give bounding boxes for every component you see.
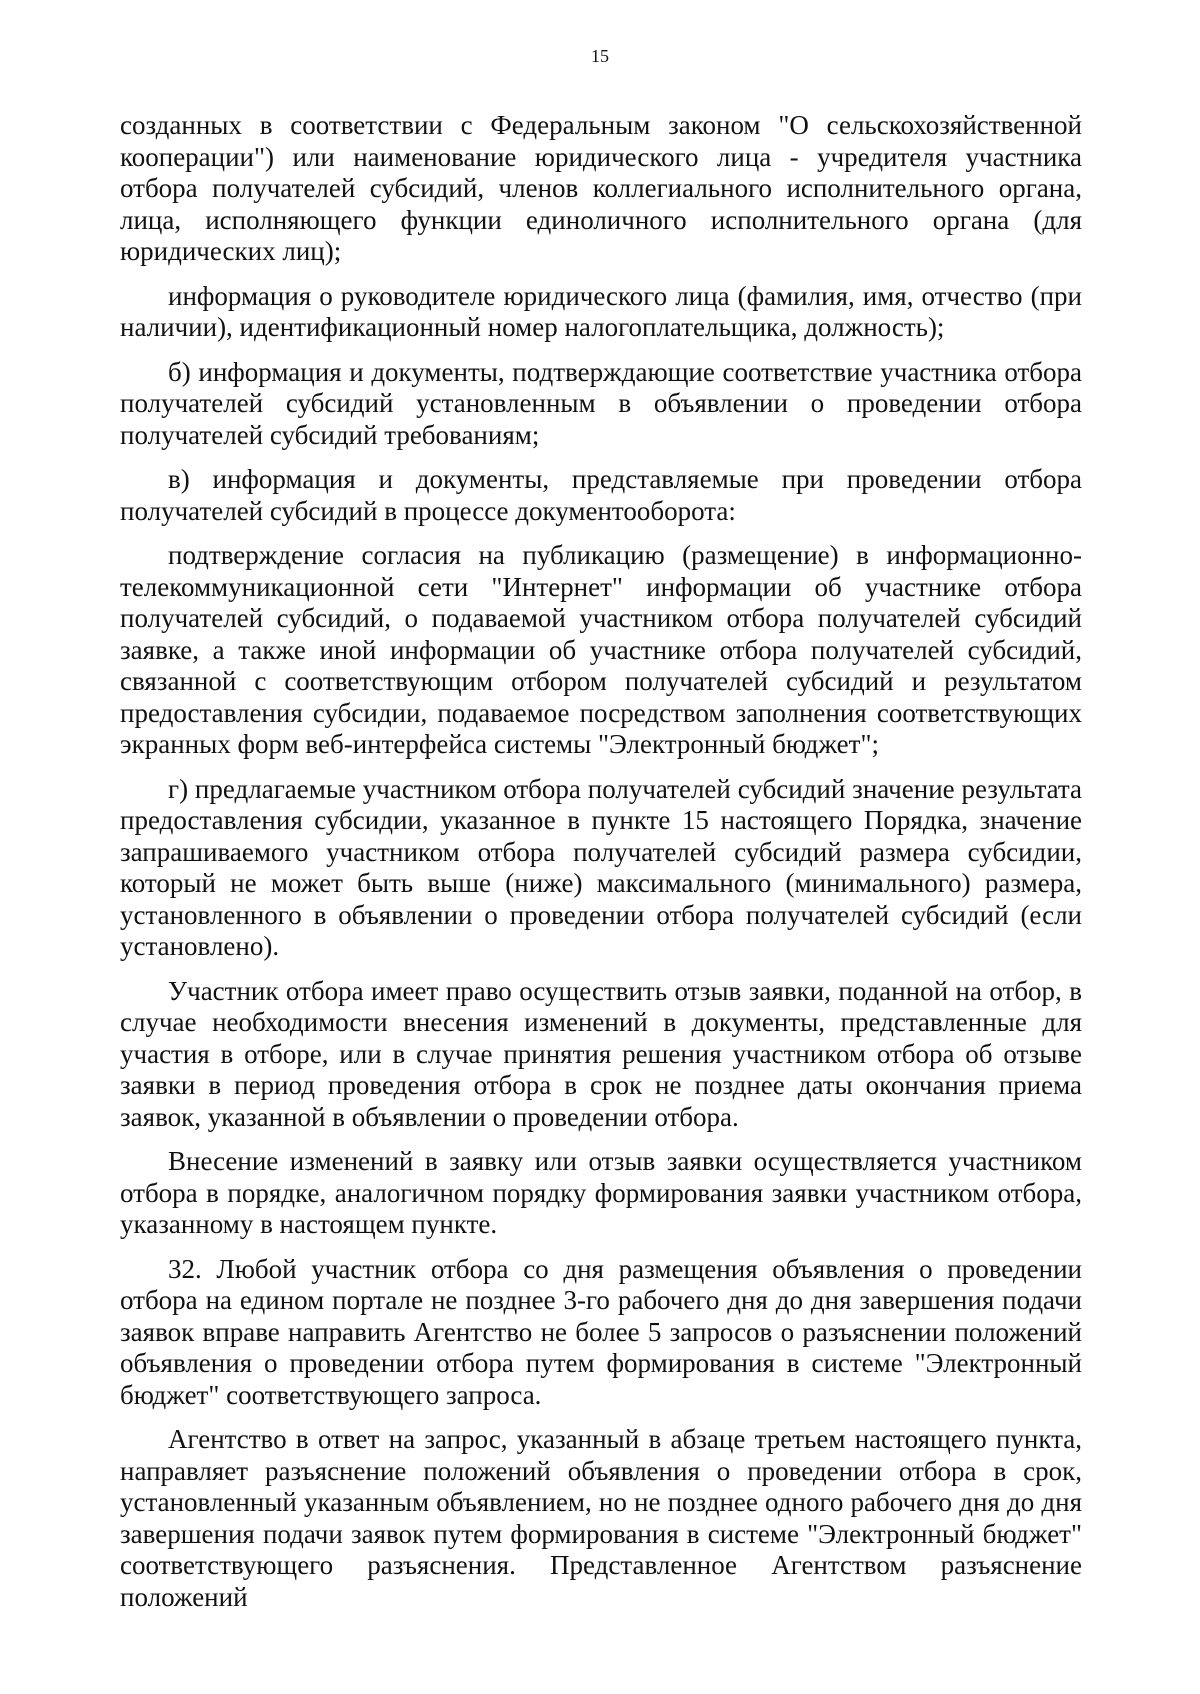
paragraph-v: в) информация и документы, представляемые при проведении отбора получателей субсидий в процессе документооборота:	[120, 464, 1082, 526]
paragraph-head-info: информация о руководителе юридического лица (фамилия, имя, отчество (при наличии), идентификационный номер налогоплательщика, должность);	[120, 280, 1082, 342]
paragraph-amendments: Внесение изменений в заявку или отзыв заявки осуществляется участником отбора в порядке, аналогичном порядку формирования заявки участником отбора, указанному в настоящем пункте.	[120, 1146, 1082, 1239]
document-body	[120, 110, 1082, 1626]
paragraph-continuation: созданных в соответствии с Федеральным законом "О сельскохозяйственной кооперации") или наименование юридического лица - учредителя участника отбора получателей субсидий, членов коллегиального исполнительного органа, лица, исполняющего функции единоличного исполнительного органа (для юридических лиц);	[120, 110, 1082, 266]
paragraph-g: г) предлагаемые участником отбора получателей субсидий значение результата предоставления субсидии, указанное в пункте 15 настоящего Порядка, значение запрашиваемого участником отбора получателей субсидий размера субсидии, который не может быть выше (ниже) максимального (минимального) размера, установленного в объявлении о проведении отбора получателей субсидий (если установлено).	[120, 773, 1082, 961]
paragraph-item-32: 32. Любой участник отбора со дня размещения объявления о проведении отбора на едином портале не позднее 3-го рабочего дня до дня завершения подачи заявок вправе направить Агентство не более 5 запросов о разъяснении положений объявления о проведении отбора путем формирования в системе "Электронный бюджет" соответствующего запроса.	[120, 1253, 1082, 1410]
page-number: 15	[591, 46, 609, 66]
paragraph-agency-response: Агентство в ответ на запрос, указанный в абзаце третьем настоящего пункта, направляет разъяснение положений объявления о проведении отбора в срок, установленный указанным объявлением, но не позднее одного рабочего дня до дня завершения подачи заявок путем формирования в системе "Электронный бюджет" соответствующего разъяснения. Представленное Агентством разъяснение положений	[120, 1424, 1082, 1612]
paragraph-b: б) информация и документы, подтверждающие соответствие участника отбора получателей субсидий установленным в объявлении о проведении отбора получателей субсидий требованиям;	[120, 356, 1082, 450]
paragraph-withdrawal-right: Участник отбора имеет право осуществить отзыв заявки, поданной на отбор, в случае необходимости внесения изменений в документы, представленные для участия в отборе, или в случае принятия решения участником отбора об отзыве заявки в период проведения отбора в срок не позднее даты окончания приема заявок, указанной в объявлении о проведении отбора.	[120, 975, 1082, 1132]
paragraph-consent: подтверждение согласия на публикацию (размещение) в информационно-телекоммуникационной сети "Интернет" информации об участнике отбора получателей субсидий, о подаваемой участником отбора получателей субсидий заявке, а также иной информации об участнике отбора получателей субсидий, связанной с соответствующим отбором получателей субсидий и результатом предоставления субсидии, подаваемое посредством заполнения соответствующих экранных форм веб-интерфейса системы "Электронный бюджет";	[120, 540, 1082, 759]
